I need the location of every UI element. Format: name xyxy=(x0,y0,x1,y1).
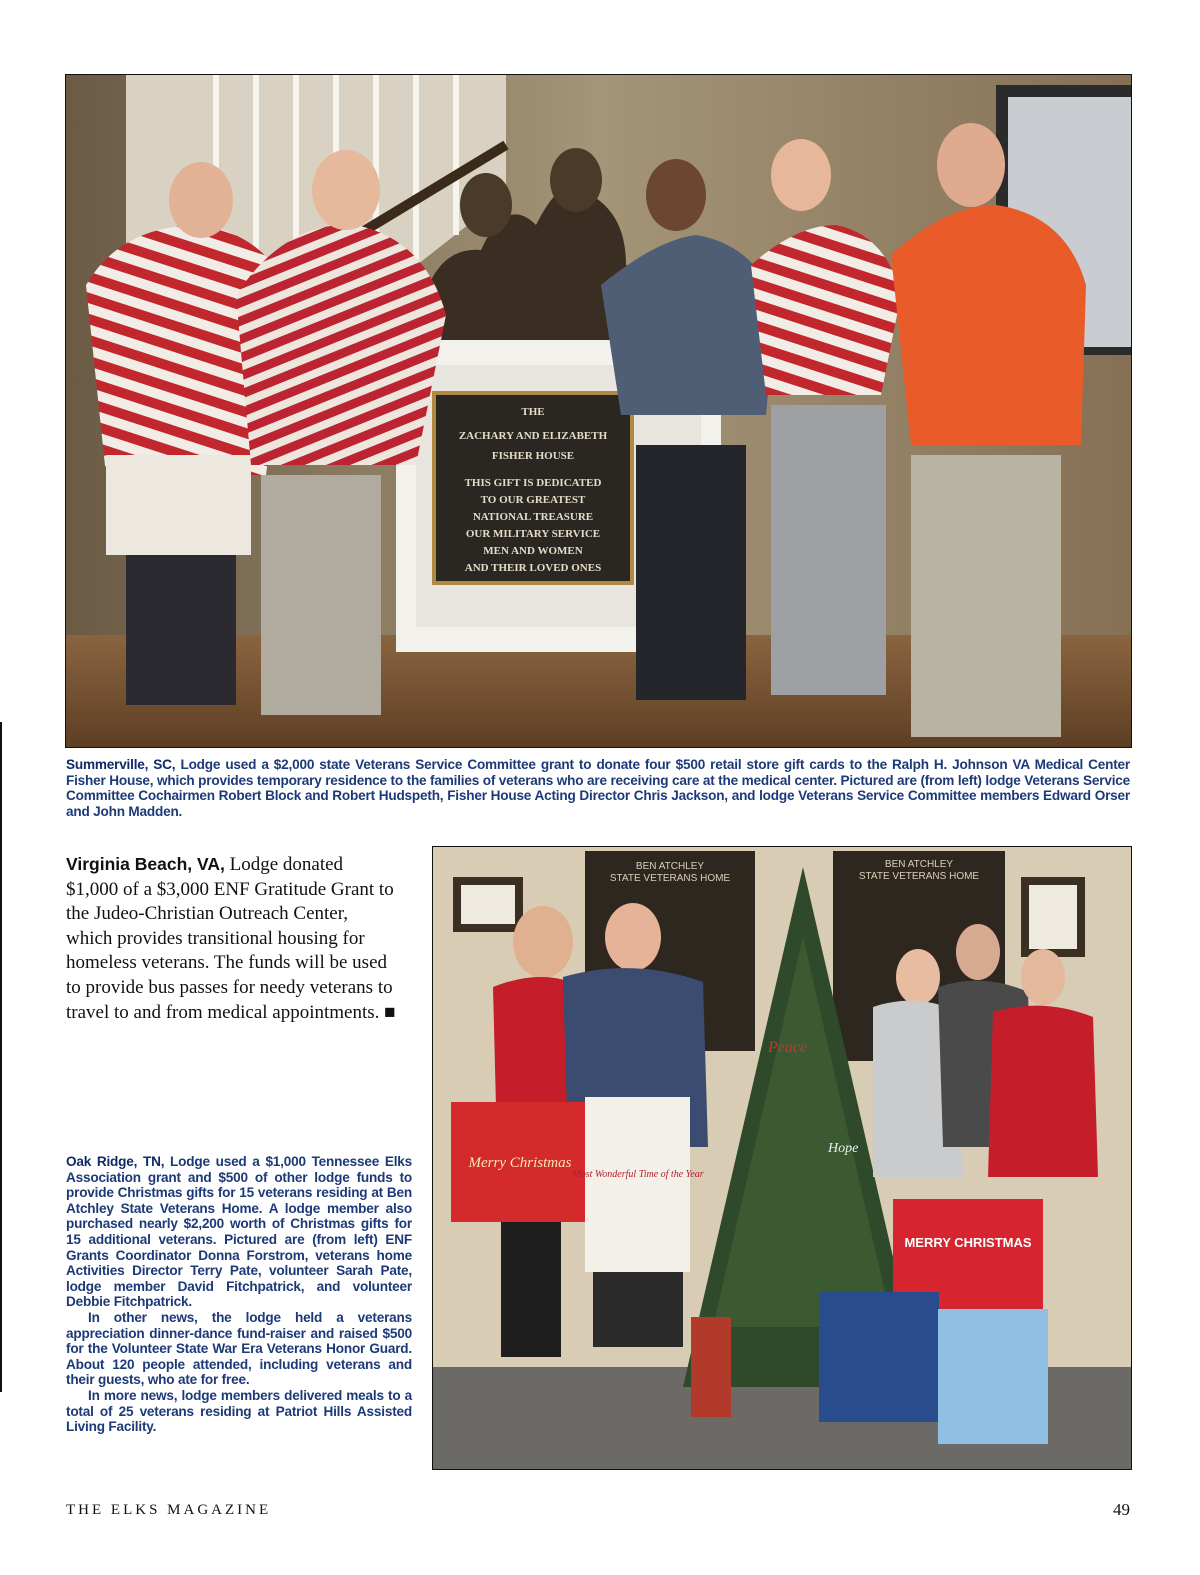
tree-sign-hope: Hope xyxy=(828,1141,859,1156)
fisher-house-photo xyxy=(65,74,1132,748)
caption-lead-summerville: Summerville, SC, xyxy=(66,757,176,772)
virginia-beach-article xyxy=(66,852,396,1025)
board-right-line-2: STATE VETERANS HOME xyxy=(858,871,980,882)
fisher-house-caption xyxy=(66,757,1130,819)
christmas-gifts-photo-drawing xyxy=(433,847,1131,1469)
board-left-line-1: BEN ATCHLEY xyxy=(635,861,705,872)
tree-sign-peace: Peace xyxy=(768,1039,808,1056)
plaque-line-5: TO OUR GREATEST xyxy=(480,494,586,506)
bag-most-wonderful: Most Wonderful Time of the Year xyxy=(572,1169,704,1180)
caption-lead-oak-ridge: Oak Ridge, TN, xyxy=(66,1154,165,1169)
article-lead-virginia: Virginia Beach, VA, xyxy=(66,854,225,874)
article-body-virginia: Lodge donated $1,000 of a $3,000 ENF Gratitude Grant to the Judeo-Christian Outreach Center, which provides transitional housing for homeless veterans. The funds will be used to provide bus passes for needy veterans to travel to and from medical appointments. xyxy=(66,854,394,1023)
plaque-line-8: MEN AND WOMEN xyxy=(483,545,583,557)
oak-ridge-caption xyxy=(66,1154,412,1435)
oak-ridge-para-2: In other news, the lodge held a veterans appreciation dinner-dance fund-raiser and raised $500 for the Volunteer State War Era Veterans Honor Guard. About 120 people attended, including veterans and their guests, who ate for free. xyxy=(66,1309,412,1388)
plaque-line-2: ZACHARY AND ELIZABETH xyxy=(458,430,608,442)
left-margin-rule xyxy=(0,722,2,1392)
board-right-line-1: BEN ATCHLEY xyxy=(884,859,954,870)
magazine-title: THE ELKS MAGAZINE xyxy=(66,1502,272,1518)
bag-red-merry-christmas: MERRY CHRISTMAS xyxy=(904,1235,1032,1250)
plaque-line-7: OUR MILITARY SERVICE xyxy=(465,528,601,540)
page-number: 49 xyxy=(1113,1500,1130,1519)
plaque-line-6: NATIONAL TREASURE xyxy=(472,511,594,523)
plaque-line-1: THE xyxy=(521,406,545,418)
plaque-line-4: THIS GIFT IS DEDICATED xyxy=(464,477,602,489)
bag-merry-christmas: Merry Christmas xyxy=(468,1155,572,1171)
caption-body-oak-ridge: Lodge used a $1,000 Tennessee Elks Association grant and $500 of other lodge funds to provide Christmas gifts for 15 veterans residing at Ben Atchley State Veterans Home. A lodge member also purchased nearly $2,200 worth of Christmas gifts for 15 additional veterans. Pictured are (from left) ENF Grants Coordinator Donna Forstrom, veterans home Activities Director Terry Pate, volunteer Sarah Pate, lodge member David Fitchpatrick, and volunteer Debbie Fitchpatrick. xyxy=(66,1154,412,1310)
fisher-house-photo-drawing xyxy=(66,75,1131,747)
caption-body-summerville: Lodge used a $2,000 state Veterans Service Committee grant to donate four $500 retail store gift cards to the Ralph H. Johnson VA Medical Center Fisher House, which provides temporary residence to the families of veterans who are receiving care at the medical center. Pictured are (from left) lodge Veterans Service Committee Cochairmen Robert Block and Robert Hudspeth, Fisher House Acting Director Chris Jackson, and lodge Veterans Service Committee members Edward Orser and John Madden. xyxy=(66,757,1130,819)
board-left-line-2: STATE VETERANS HOME xyxy=(609,873,731,884)
christmas-gifts-photo xyxy=(432,846,1132,1470)
oak-ridge-para-1 xyxy=(66,1154,412,1310)
plaque-line-9: AND THEIR LOVED ONES xyxy=(464,562,602,574)
oak-ridge-para-3: In more news, lodge members delivered meals to a total of 25 veterans residing at Patriot Hills Assisted Living Facility. xyxy=(66,1387,412,1435)
plaque-line-3: FISHER HOUSE xyxy=(491,450,575,462)
end-mark: ■ xyxy=(379,1001,396,1023)
